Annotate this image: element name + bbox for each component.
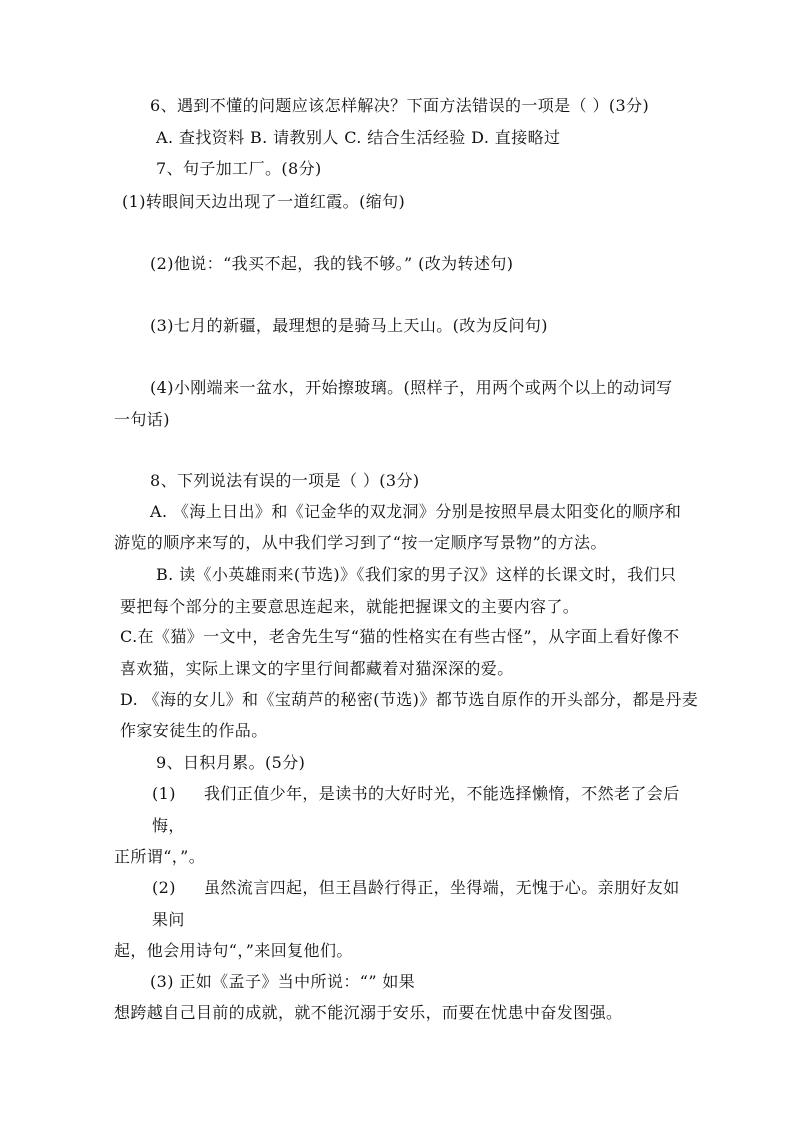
question-7-title: 7、句子加工厂。(8分) xyxy=(156,159,322,178)
question-7-sentence-1: (1)转眼间天边出现了一道红霞。(缩句) xyxy=(122,192,406,211)
question-9-item-3-line-2: 想跨越自己目前的成就，就不能沉溺于安乐，而要在忧患中奋发图强。 xyxy=(114,1003,623,1022)
question-9-item-1-line-3: 正所谓“，”。 xyxy=(114,847,206,866)
question-6-title: 6、遇到不懂的问题应该怎样解决？下面方法错误的一项是（ ）(3分) xyxy=(150,96,650,115)
question-8-title: 8、下列说法有误的一项是（ ）(3分) xyxy=(150,471,420,490)
question-8-option-b-line-1: B. 读《小英雄雨来(节选)》《我们家的男子汉》这样的长课文时，我们只 xyxy=(156,565,677,584)
question-7-sentence-4-line-1: (4)小刚端来一盆水，开始擦玻璃。(照样子，用两个或两个以上的动词写 xyxy=(150,378,673,397)
question-8-option-c-line-2: 喜欢猫，实际上课文的字里行间都藏着对猫深深的爱。 xyxy=(120,659,514,678)
question-7-sentence-4-line-2: 一句话) xyxy=(114,410,170,429)
question-8-option-a-line-1: A. 《海上日出》和《记金华的双龙洞》分别是按照早晨太阳变化的顺序和 xyxy=(150,502,682,521)
question-9-item-2-number: (2) xyxy=(152,878,176,897)
question-9-item-3-line-1: (3) 正如《孟子》当中所说：“” 如果 xyxy=(150,972,416,991)
question-8-option-a-line-2: 游览的顺序来写的，从中我们学习到了“按一定顺序写景物”的方法。 xyxy=(114,533,607,552)
question-7-sentence-2: (2)他说：“我买不起，我的钱不够。” (改为转述句) xyxy=(150,254,514,273)
question-8-option-d-line-1: D. 《海的女儿》和《宝葫芦的秘密(节选)》都节选自原作的开头部分，都是丹麦 xyxy=(120,690,699,709)
question-9-item-1-number: (1) xyxy=(152,784,176,803)
question-9-title: 9、日积月累。(5分) xyxy=(156,753,306,772)
question-9-item-2-line-2: 果问 xyxy=(152,910,185,929)
question-6-options: A. 查找资料 B. 请教别人 C. 结合生活经验 D. 直接略过 xyxy=(156,128,561,147)
question-9-item-1-line-2: 悔， xyxy=(152,816,185,835)
question-9-item-2-line-3: 起，他会用诗句“，”来回复他们。 xyxy=(114,941,353,960)
question-8-option-d-line-2: 作家安徒生的作品。 xyxy=(120,721,268,740)
question-9-item-1-line-1: 我们正值少年，是读书的大好时光，不能选择懒惰，不然老了会后 xyxy=(204,784,680,803)
question-9-item-2-line-1: 虽然流言四起，但王昌龄行得正，坐得端，无愧于心。亲朋好友如 xyxy=(204,878,680,897)
question-8-option-c-line-1: C.在《猫》一文中，老舍先生写“猫的性格实在有些古怪”，从字面上看好像不 xyxy=(120,627,680,646)
question-7-sentence-3: (3)七月的新疆，最理想的是骑马上天山。(改为反问句) xyxy=(150,316,548,335)
question-8-option-b-line-2: 要把每个部分的主要意思连起来，就能把握课文的主要内容了。 xyxy=(120,597,580,616)
